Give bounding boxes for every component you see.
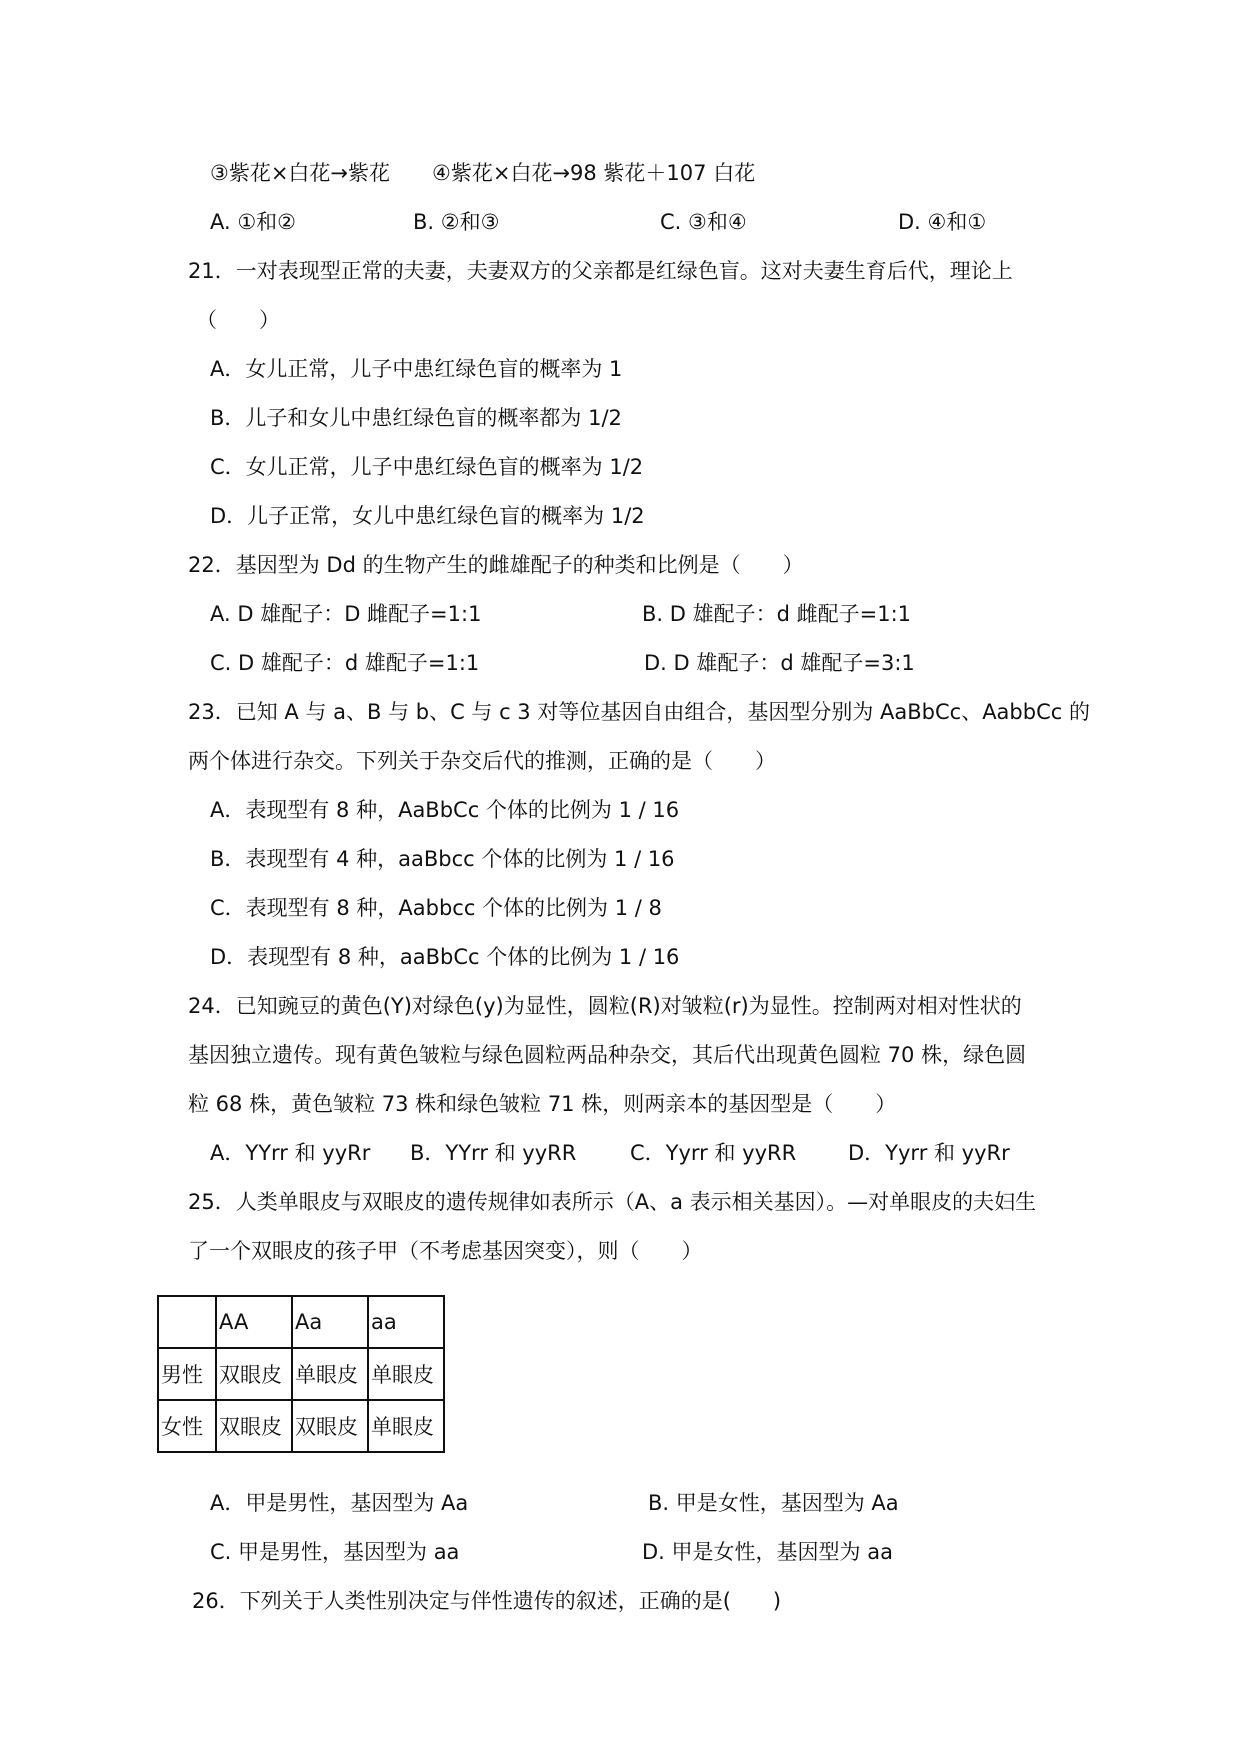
q20-option-a: A. ①和② [210,210,296,234]
q24-stem-line3: 粒 68 株，黄色皱粒 73 株和绿色皱粒 71 株，则两亲本的基因型是（ ） [188,1092,897,1116]
q23-option-a: A．表现型有 8 种，AaBbCc 个体的比例为 1 / 16 [210,798,680,822]
table-cell: 女性 [158,1400,216,1452]
q20-option-b: B. ②和③ [413,210,500,234]
q22-option-c: C. D 雄配子：d 雄配子=1:1 [210,651,480,675]
q23-stem-line2: 两个体进行杂交。下列关于杂交后代的推测，正确的是（ ） [188,749,776,773]
q22-option-b: B. D 雄配子：d 雌配子=1:1 [642,602,912,626]
table-row [158,1400,444,1452]
eyelid-inheritance-table [157,1295,445,1453]
table-cell: 双眼皮 [216,1400,292,1452]
table-header-cell: Aa [292,1296,368,1348]
q24-option-c: C．Yyrr 和 yyRR [630,1141,797,1165]
q20-statement-line: ③紫花×白花→紫花 ④紫花×白花→98 紫花＋107 白花 [210,161,756,185]
q25-stem-line2: 了一个双眼皮的孩子甲（不考虑基因突变），则（ ） [188,1239,703,1263]
table-cell: 单眼皮 [292,1348,368,1400]
q24-stem-line1: 24．已知豌豆的黄色(Y)对绿色(y)为显性，圆粒(R)对皱粒(r)为显性。控制两对相对性状的 [188,994,1022,1018]
q24-option-d: D．Yyrr 和 yyRr [848,1141,1010,1165]
q21-option-d: D．儿子正常，女儿中患红绿色盲的概率为 1/2 [210,504,645,528]
q22-option-d: D. D 雄配子：d 雄配子=3:1 [644,651,915,675]
q22-option-a: A. D 雄配子：D 雌配子=1:1 [210,602,482,626]
table-cell: 男性 [158,1348,216,1400]
table-cell: 双眼皮 [292,1400,368,1452]
table-header-cell: AA [216,1296,292,1348]
table-cell: 单眼皮 [368,1400,444,1452]
q21-option-c: C．女儿正常，儿子中患红绿色盲的概率为 1/2 [210,455,644,479]
table-cell: 单眼皮 [368,1348,444,1400]
q26-stem: 26．下列关于人类性别决定与伴性遗传的叙述，正确的是( ) [192,1589,782,1613]
q24-option-b: B．YYrr 和 yyRR [410,1141,577,1165]
q24-option-a: A．YYrr 和 yyRr [210,1141,371,1165]
table-header-cell [158,1296,216,1348]
q20-option-d: D. ④和① [898,210,987,234]
q21-stem-line2: （ ） [196,308,280,332]
q23-option-c: C．表现型有 8 种，Aabbcc 个体的比例为 1 / 8 [210,896,662,920]
q21-stem-line1: 21．一对表现型正常的夫妻，夫妻双方的父亲都是红绿色盲。这对夫妻生育后代，理论上 [188,259,1013,283]
q25-option-c: C. 甲是男性，基因型为 aa [210,1540,460,1564]
q25-option-a: A．甲是男性，基因型为 Aa [210,1491,469,1515]
q25-stem-line1: 25．人类单眼皮与双眼皮的遗传规律如表所示（A、a 表示相关基因）。—对单眼皮的夫妇生 [188,1190,1037,1214]
table-header-cell: aa [368,1296,444,1348]
q21-option-a: A．女儿正常，儿子中患红绿色盲的概率为 1 [210,357,623,381]
q24-stem-line2: 基因独立遗传。现有黄色皱粒与绿色圆粒两品种杂交，其后代出现黄色圆粒 70 株，绿色圆 [188,1043,1027,1067]
table-header-row [158,1296,444,1348]
table-cell: 双眼皮 [216,1348,292,1400]
table-row [158,1348,444,1400]
q25-option-b: B. 甲是女性，基因型为 Aa [648,1491,899,1515]
q20-option-c: C. ③和④ [660,210,747,234]
q23-stem-line1: 23．已知 A 与 a、B 与 b、C 与 c 3 对等位基因自由组合，基因型分别为 AaBbCc、AabbCc 的 [188,700,1090,724]
q23-option-d: D．表现型有 8 种，aaBbCc 个体的比例为 1 / 16 [210,945,680,969]
q21-option-b: B．儿子和女儿中患红绿色盲的概率都为 1/2 [210,406,622,430]
q22-stem: 22．基因型为 Dd 的生物产生的雌雄配子的种类和比例是（ ） [188,553,804,577]
q25-option-d: D. 甲是女性，基因型为 aa [642,1540,893,1564]
q23-option-b: B．表现型有 4 种，aaBbcc 个体的比例为 1 / 16 [210,847,675,871]
